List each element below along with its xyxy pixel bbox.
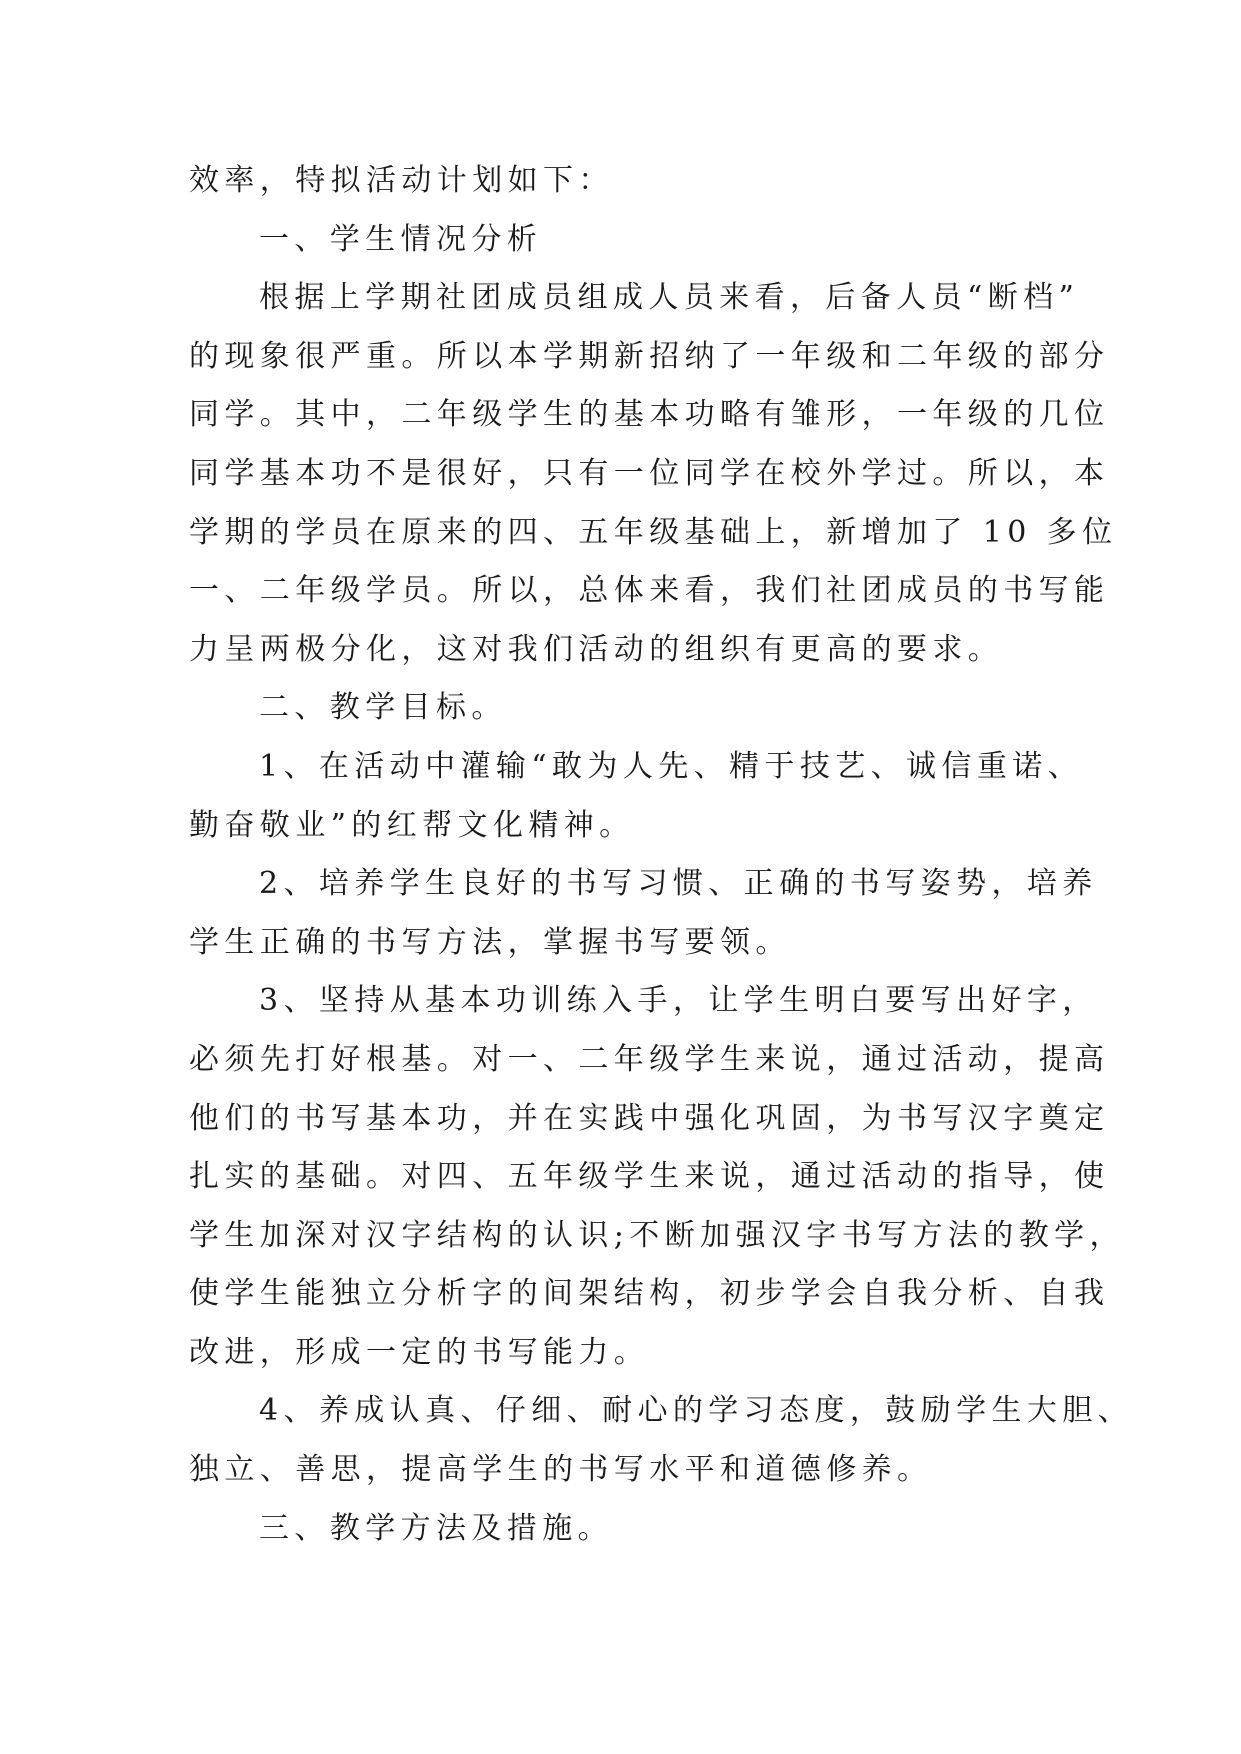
section-heading-student-analysis: 一、学生情况分析 [259,221,543,257]
section-heading-teaching-methods: 三、教学方法及措施。 [259,1510,613,1546]
paragraph-continuation-line: 效率，特拟活动计划如下： [189,163,614,198]
list-item-line: 2、培养学生良好的书写习惯、正确的书写姿势，培养 [259,866,1098,902]
paragraph-line: 同学基本功不是很好，只有一位同学在校外学过。所以，本 [189,455,1110,491]
list-item-line: 学生加深对汉字结构的认识;不断加强汉字书写方法的教学， [189,1217,1125,1253]
paragraph-line: 一、二年级学员。所以，总体来看，我们社团成员的书写能 [189,573,1110,609]
section-heading-teaching-goals: 二、教学目标。 [259,690,507,726]
list-item-line: 改进，形成一定的书写能力。 [189,1334,650,1370]
list-item-line: 必须先打好根基。对一、二年级学生来说，通过活动，提高 [189,1041,1110,1077]
list-item-line: 4、养成认真、仔细、耐心的学习态度，鼓励学生大胆、 [259,1393,1134,1429]
list-item-line: 使学生能独立分析字的间架结构，初步学会自我分析、自我 [189,1276,1110,1312]
document-body [189,152,1134,1558]
list-item-line: 扎实的基础。对四、五年级学生来说，通过活动的指导，使 [189,1159,1110,1195]
list-item-line: 1、在活动中灌输“敢为人先、精于技艺、诚信重诺、 [259,748,1084,784]
paragraph-line: 学期的学员在原来的四、五年级基础上，新增加了 10 多位 [189,514,1118,550]
paragraph-line: 的现象很严重。所以本学期新招纳了一年级和二年级的部分 [189,338,1110,374]
list-item-line: 学生正确的书写方法，掌握书写要领。 [189,924,791,960]
list-item-line: 勤奋敬业”的红帮文化精神。 [189,807,635,843]
paragraph-line: 根据上学期社团成员组成人员来看，后备人员“断档” [259,280,1080,316]
list-item-line: 他们的书写基本功，并在实践中强化巩固，为书写汉字奠定 [189,1100,1110,1136]
paragraph-line: 同学。其中，二年级学生的基本功略有雏形，一年级的几位 [189,397,1110,433]
paragraph-line: 力呈两极分化，这对我们活动的组织有更高的要求。 [189,631,1004,667]
list-item-line: 独立、善思，提高学生的书写水平和道德修养。 [189,1452,933,1488]
list-item-line: 3、坚持从基本功训练入手，让学生明白要写出好字， [259,983,1098,1019]
